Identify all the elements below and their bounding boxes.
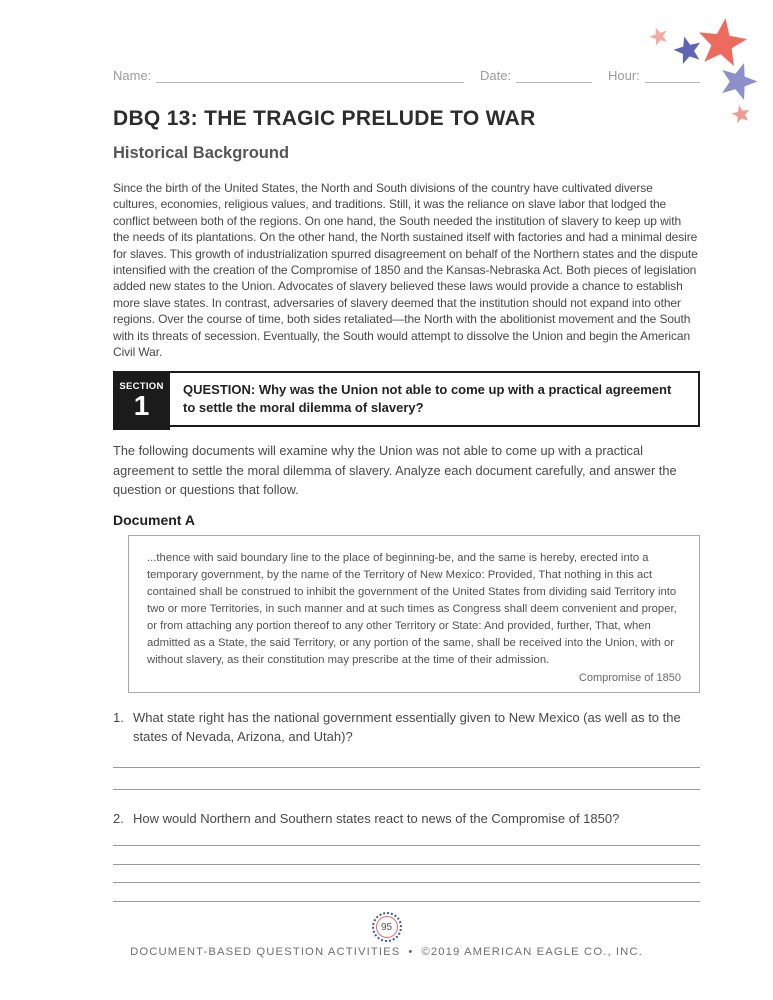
- subtitle-historical-background: Historical Background: [113, 144, 290, 162]
- document-a-quote: ...thence with said boundary line to the place of beginning-be, and the same is hereby, erected into a temporary government, by the name of the Territory of New Mexico: Provided, That nothing in this act contained shall be construed to inhibit the government of the United States from dividing said Territory into two or more Territories, in such manner and at such times as Congress shall deem convenient and proper, or from attaching any portion thereof to any other Territory or State: And provided, further, That, when admitted as a State, the said Territory, or any portion of the same, shall be received into the Union, with or without slavery, as their constitution may prescribe at the time of their admission.: [147, 552, 677, 666]
- header-fill-in-row: [113, 68, 700, 83]
- section-question-text: QUESTION: Why was the Union not able to come up with a practical agreement to settle the moral dilemma of slavery?: [183, 382, 672, 416]
- star-icon: [730, 103, 751, 124]
- answer-line[interactable]: [113, 828, 700, 847]
- document-a-attribution: Compromise of 1850: [578, 671, 681, 684]
- document-a-quote-box: [128, 535, 700, 692]
- answer-line[interactable]: [113, 768, 700, 790]
- hour-label: Hour:: [608, 68, 640, 83]
- page-footer: [0, 912, 773, 1000]
- page-number-badge: [372, 912, 402, 942]
- star-icon: [695, 15, 749, 67]
- question-2-answer-area: [113, 828, 700, 902]
- corner-stars-decoration: [613, 0, 773, 140]
- answer-line[interactable]: [113, 883, 700, 902]
- name-field: [113, 68, 464, 83]
- footer-bullet: •: [408, 946, 414, 958]
- footer-text: [0, 946, 773, 958]
- star-icon: [647, 24, 670, 46]
- section-label: SECTION: [119, 381, 164, 393]
- question-2-text: How would Northern and Southern states react to news of the Compromise of 1850?: [133, 810, 620, 826]
- background-paragraph: Since the birth of the United States, the North and South divisions of the country have cultivated diverse cultures, economies, religious values, and traditions. Still, it was the reliance on slave labor that lodged the conflict between both of the regions. On one hand, the South needed the institution of slavery to keep up with the needs of its plantations. On the other hand, the North sustained itself with factories and had a minimal desire for slaves. This growth of industrialization spurred disagreement on behalf of the Northern states and the dispute intensified with the creation of the Compromise of 1850 and the Kansas-Nebraska Act. Both pieces of legislation added new states to the Union. Advocates of slavery believed these laws would provide a chance to establish more slave states. In contrast, adversaries of slavery deemed that the institution should not expand into other regions. Over the course of time, both sides retaliated—the North with the abolitionist movement and the South with its threats of secession. Eventually, the South would attempt to dissolve the Union and begin the American Civil War.: [113, 181, 698, 360]
- question-1-number: 1.: [113, 709, 124, 725]
- question-1-answer-area: [113, 746, 700, 790]
- document-a-heading: Document A: [113, 512, 195, 529]
- footer-series-title: DOCUMENT-BASED QUESTION ACTIVITIES: [130, 946, 401, 958]
- page-number: 95: [376, 916, 398, 938]
- name-input-line[interactable]: [156, 68, 464, 83]
- question-2: [113, 809, 700, 828]
- date-label: Date:: [480, 68, 512, 83]
- name-label: Name:: [113, 68, 152, 83]
- question-1-text: What state right has the national government essentially given to New Mexico (as well as to the states of Nevada, Arizona, and Utah)?: [133, 709, 681, 744]
- date-field: [480, 68, 592, 83]
- section-number-tab: [113, 371, 170, 430]
- section-question-box: [113, 371, 700, 427]
- section-number: 1: [133, 390, 150, 422]
- question-2-number: 2.: [113, 810, 124, 826]
- answer-line[interactable]: [113, 865, 700, 884]
- date-input-line[interactable]: [516, 68, 592, 83]
- instructions-paragraph: The following documents will examine why the Union was not able to come up with a practical agreement to settle the moral dilemma of slavery. Analyze each document carefully, and answer the question or questions that follow.: [113, 443, 677, 498]
- answer-line[interactable]: [113, 746, 700, 768]
- page-title: DBQ 13: THE TRAGIC PRELUDE TO WAR: [113, 107, 536, 130]
- star-icon: [671, 33, 704, 65]
- footer-copyright: ©2019 AMERICAN EAGLE CO., INC.: [421, 946, 643, 958]
- star-icon: [715, 57, 761, 102]
- question-1: [113, 708, 700, 746]
- answer-line[interactable]: [113, 846, 700, 865]
